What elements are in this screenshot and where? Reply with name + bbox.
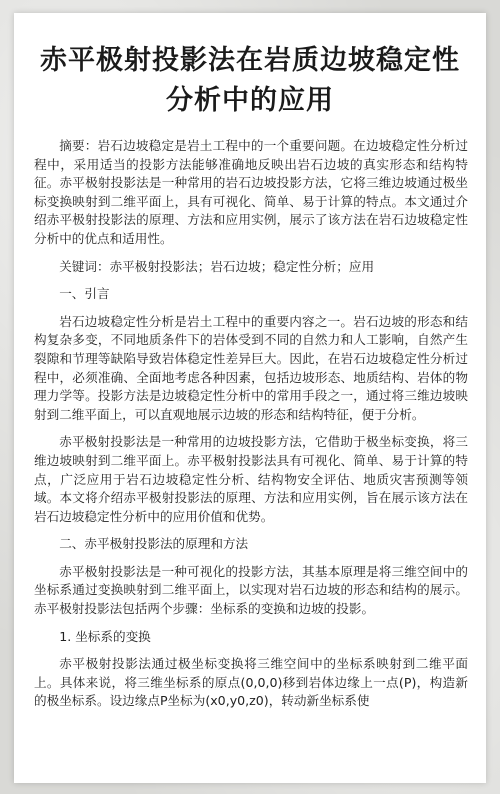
body-paragraph: 赤平极射投影法是一种可视化的投影方法，其基本原理是将三维空间中的坐标系通过变换映射到二维平面上，以实现对岩石边坡的形态和结构的展示。赤平极射投影法包括两个步骤：坐标系的变换和边坡的投影。 bbox=[34, 563, 468, 617]
body-paragraph: 赤平极射投影法通过极坐标变换将三维空间中的坐标系映射到二维平面上。具体来说，将三维坐标系的原点(0,0,0)移到岩体边缘上一点(P)，构造新的极坐标系。设边缘点P坐标为(x0,y0,z0)，转动新坐标系使 bbox=[34, 656, 468, 709]
body-paragraph: 岩石边坡稳定性分析是岩土工程中的重要内容之一。岩石边坡的形态和结构复杂多变，不同地质条件下的岩体受到不同的自然力和人工影响，自然产生裂隙和节理等缺陷导致岩体稳定性差异巨大。因此，在岩石边坡稳定性分析过程中，必须准确、全面地考虑各种因素，包括边坡形态、地质结构、岩体的物理力学等。投影方法是边坡稳定性分析中的常用手段之一，通过将三维边坡映射到二维平面上，可以直观地展示边坡的形态和结构特征，便于分析。 bbox=[34, 313, 468, 422]
abstract-paragraph: 摘要：岩石边坡稳定是岩土工程中的一个重要问题。在边坡稳定性分析过程中，采用适当的投影方法能够准确地反映出岩石边坡的真实形态和结构特征。赤平极射投影法是一种常用的岩石边坡投影方法，它将三维边坡通过极坐标变换映射到二维平面上，具有可视化、简单、易于计算的特点。本文通过介绍赤平极射投影法的原理、方法和应用实例，展示了该方法在岩石边坡稳定性分析中的优点和适用性。 bbox=[34, 138, 468, 246]
section-heading-principle: 二、赤平极射投影法的原理和方法 bbox=[59, 536, 249, 552]
section-heading-introduction: 一、引言 bbox=[59, 286, 110, 302]
document-body bbox=[34, 137, 468, 720]
document-title: 赤平极射投影法在岩质边坡稳定性分析中的应用 bbox=[40, 45, 460, 116]
body-paragraph: 赤平极射投影法是一种常用的边坡投影方法，它借助于极坐标变换，将三维边坡映射到二维平面上。赤平极射投影法具有可视化、简单、易于计算的特点，广泛应用于岩石边坡稳定性分析、结构物安全评估、地质灾害预测等领域。本文将介绍赤平极射投影法的原理、方法和应用实例，旨在展示该方法在岩石边坡稳定性分析中的应用价值和优势。 bbox=[34, 434, 468, 524]
keywords-paragraph: 关键词：赤平极射投影法；岩石边坡；稳定性分析；应用 bbox=[59, 258, 375, 274]
document-page bbox=[14, 13, 486, 783]
subsection-heading-coordinate-transform: 1. 坐标系的变换 bbox=[59, 628, 151, 644]
